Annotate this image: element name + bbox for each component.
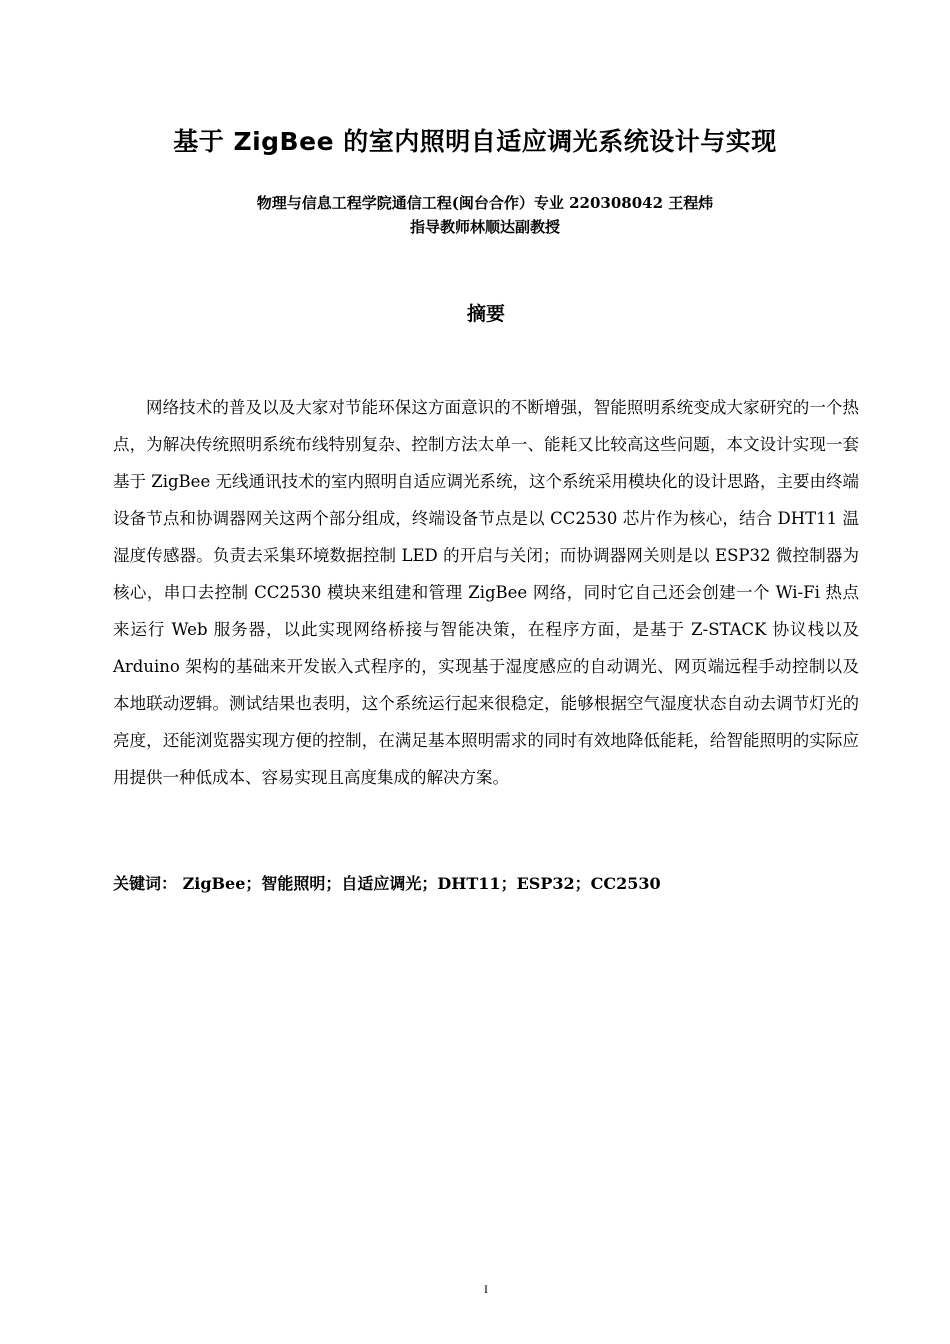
page-number: I xyxy=(484,1282,488,1296)
abstract-heading: 摘要 xyxy=(466,303,505,325)
author-info: 物理与信息工程学院通信工程(闽台合作）专业 220308042 王程炜 xyxy=(256,194,714,212)
thesis-title: 基于 ZigBee 的室内照明自适应调光系统设计与实现 xyxy=(173,127,777,156)
advisor-info: 指导教师林顺达副教授 xyxy=(409,218,560,236)
keywords-line: 关键词： ZigBee；智能照明；自适应调光；DHT11；ESP32；CC2530 xyxy=(113,874,661,893)
abstract-paragraph: 网络技术的普及以及大家对节能环保这方面意识的不断增强，智能照明系统变成大家研究的一个热点，为解决传统照明系统布线特别复杂、控制方法太单一、能耗又比较高这些问题，本文设计实现一套基于 ZigBee 无线通讯技术的室内照明自适应调光系统，这个系统采用模块化的设计思路，主要由终端设备节点和协调器网关这两个部分组成，终端设备节点是以 CC2530 芯片作为核心，结合 DHT11 温湿度传感器。负责去采集环境数据控制 LED 的开启与关闭；而协调器网关则是以 ESP32 微控制器为核心，串口去控制 CC2530 模块来组建和管理 ZigBee 网络，同时它自己还会创建一个 Wi-Fi 热点来运行 Web 服务器，以此实现网络桥接与智能决策，在程序方面，是基于 Z-STACK 协议栈以及 Arduino 架构的基础来开发嵌入式程序的，实现基于湿度感应的自动调光、网页端远程手动控制以及本地联动逻辑。测试结果也表明，这个系统运行起来很稳定，能够根据空气湿度状态自动去调节灯光的亮度，还能浏览器实现方便的控制，在满足基本照明需求的同时有效地降低能耗，给智能照明的实际应用提供一种低成本、容易实现且高度集成的解决方案。 xyxy=(113,398,859,787)
